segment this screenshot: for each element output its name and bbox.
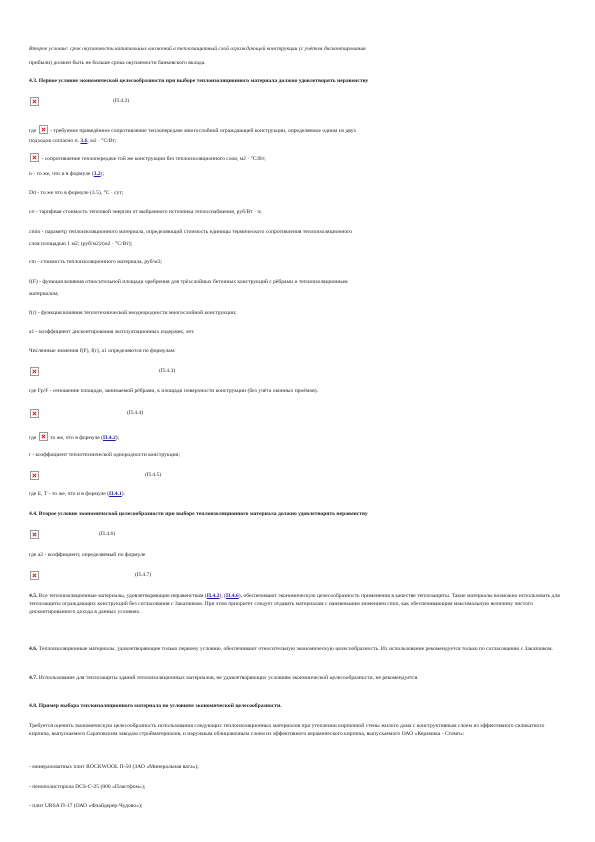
- text-line: [29, 278, 567, 286]
- text-line: [29, 137, 567, 145]
- paragraph-text: Теплоизоляционные материалы, удовлетворяющие только первому условию, обеспечивают относительную экономическую целесообразность. Их использование рекомендуется только по согласованию с Заказчиком.: [38, 646, 553, 652]
- text-line: [29, 490, 567, 498]
- equation-number: (П.4.2): [113, 98, 130, 104]
- formula-image-icon: [39, 432, 48, 441]
- line-text: a1 - коэффициент дисконтирования эксплуатационных издержек, лет.: [29, 329, 195, 335]
- paragraph-4-7: [29, 674, 563, 682]
- paragraph-text: ), (: [219, 593, 226, 599]
- list-item-text: - пенополистирола DCS-С-25 (000 «Пластфом»);: [29, 784, 146, 790]
- line-text: Dd - то же что в формуле (3.5), °С · сут;: [29, 190, 124, 196]
- formula-row: [29, 471, 567, 481]
- section-number: 4.4.: [29, 511, 38, 517]
- paragraph-4-6: [29, 645, 563, 653]
- line-text: f(F) - функция влияния относительной площади оребрения для трёхслойных бетонных конструкций с рёбрами и теплоизоляционным: [29, 279, 348, 285]
- line-text: cσ - тарифная стоимость тепловой энергии от выбранного источника теплоснабжения, руб/Вт · ч;: [29, 209, 262, 215]
- text-line: [29, 240, 567, 248]
- equation-number: (П.4.5): [145, 472, 162, 478]
- list-item-text: - минераловатных плит ROCKWOOL П-50 (ЗАО «Минеральная вата»);: [29, 764, 199, 770]
- ref-link-p-4-6[interactable]: П.4.6: [225, 593, 239, 599]
- equation-number: (П.4.4): [127, 410, 144, 416]
- line-text: - сопротивление теплопередаче той же конструкции без теплоизоляционного слоя, м2 · °С/Вт;: [41, 156, 266, 162]
- paragraph-text: Использование для теплозащиты зданий теплоизоляционных материалов, не удовлетворяющих условиям экономической целесообразности, не рекомендуется.: [38, 675, 419, 681]
- line-text: );: [100, 171, 105, 177]
- section-4-4: [29, 510, 567, 518]
- formula-image-icon: [30, 571, 39, 580]
- formula-image-icon: [30, 153, 39, 162]
- paragraph-text: Пример выбора теплоизоляционного материала по условиям экономической целесообразности.: [38, 703, 282, 709]
- list-item: [29, 783, 567, 791]
- paragraph-4-8: [29, 702, 563, 710]
- section-number: 4.8.: [29, 703, 38, 709]
- paragraph-text: Требуется оценить экономическую целесообразность использования следующих теплоизоляционных материалов при утеплении кирпичной стены жилого дома с конструктивным слоем из эффективного силикатного кирпича, выпускаемого Саратовским заводом стройматериалов, и наружным облицовочным слоем из эффективного керамического кирпича, выпускаемого ОАО «Керамика - Стемп»:: [29, 723, 545, 738]
- section-number: 4.7.: [29, 675, 38, 681]
- text-line: [29, 290, 567, 298]
- ref-link-3-6[interactable]: 3.6: [80, 138, 88, 144]
- line-text: подходов согласно п.: [29, 138, 80, 144]
- text-line: [29, 189, 567, 197]
- text-line: [29, 451, 567, 459]
- formula-row: [29, 409, 567, 419]
- formula-row: [29, 367, 567, 377]
- line-text: где: [29, 128, 37, 134]
- section-number: 4.6.: [29, 646, 38, 652]
- paragraph-text: ), обеспечивают экономическую целесообразность применения в качестве теплозащиты. Такие материалы возможно использовать для теплозащиты ограждающих конструкций без согласования с Заказчиком. При этом приоритет следует отдавать материалам с наименьшим значением cmin, как обеспечивающим максимальную величину чистого дисконтированного дохода в данных условиях.: [29, 593, 560, 616]
- paragraph-text: Все теплоизоляционные материалы, удовлетворяющие неравенствам (: [38, 593, 207, 599]
- list-item: [29, 802, 567, 810]
- line-text: ).: [121, 491, 126, 497]
- ref-link-p-4-2[interactable]: П.4.2: [206, 593, 220, 599]
- equation-number: (П.4.3): [159, 368, 176, 374]
- section-number: 4.3.: [29, 78, 38, 84]
- line-text: где Fp/F - отношение площади, занимаемой рёбрами, к площади поверхности конструкции (без учёта оконных проёмов).: [29, 388, 319, 394]
- section-number: 4.5.: [29, 593, 38, 599]
- ref-link-p-4-1[interactable]: П.4.1: [109, 491, 122, 497]
- text-line: [29, 432, 567, 442]
- text-line: [29, 387, 567, 395]
- line-text: f(r) - функция влияния теплотехнической неоднородности многослойной конструкции;: [29, 310, 237, 316]
- text-line: [29, 153, 567, 163]
- text-line: [29, 125, 567, 135]
- line-text: );: [115, 435, 120, 441]
- line-text: cm - стоимость теплоизоляционного материала, руб/м3;: [29, 259, 163, 265]
- line-text: cmin - параметр теплоизоляционного материала, определяющий стоимость единицы термического сопротивления теплоизоляционного: [29, 229, 353, 235]
- paragraph-example: [29, 722, 563, 738]
- section-4-3: [29, 77, 567, 85]
- formula-image-icon: [39, 125, 48, 134]
- formula-row: [29, 530, 567, 540]
- text-line: [29, 45, 567, 53]
- line-text: где a2 - коэффициент, определяемый по формуле: [29, 552, 146, 558]
- formula-image-icon: [30, 409, 39, 418]
- paragraph-4-5: [29, 592, 563, 617]
- ref-link-p-4-2[interactable]: П.4.2: [103, 435, 116, 441]
- second-condition-text: Второе условие: срок окупаемости капитальных вложений в теплозащитный слой ограждающей конструкции (с учётом дисконтирования: [29, 46, 366, 52]
- line-text: слоя площадью 1 м2; (руб/м2)/(м2 · °С/Вт);: [29, 241, 133, 247]
- line-text: r - коэффициент теплотехнической однородности конструкции;: [29, 452, 181, 458]
- line-text: то же, что в формуле (: [50, 435, 103, 441]
- text-line: [29, 258, 567, 266]
- text-line: [29, 328, 567, 336]
- equation-number: (П.4.7): [135, 572, 152, 578]
- line-text: где E, T - то же, что и в формуле (: [29, 491, 110, 497]
- text-line: [29, 551, 567, 559]
- line-text: прибыли) должен быть не больше срока окупаемости банковского вклада.: [29, 60, 206, 66]
- list-item-text: - плит URSA П-17 (ОАО «Флайдерер-Чудово»);: [29, 803, 143, 809]
- line-text: где: [29, 435, 37, 441]
- list-item: [29, 763, 567, 771]
- formula-row: [29, 97, 567, 107]
- formula-image-icon: [30, 367, 39, 376]
- formula-image-icon: [30, 530, 39, 539]
- formula-image-icon: [30, 471, 39, 480]
- text-line: [29, 208, 567, 216]
- line-text: , м2 · °С/Вт;: [87, 138, 117, 144]
- text-line: [29, 347, 567, 355]
- formula-image-icon: [30, 97, 39, 106]
- line-text: - требуемое приведённое сопротивление теплопередаче многослойной ограждающей конструкции, определяемое одним из двух: [50, 128, 357, 134]
- line-text: Первое условие экономической целесообразности при выборе теплоизоляционного материала должно удовлетворять неравенству: [38, 78, 369, 84]
- text-line: [29, 170, 567, 178]
- ref-link-3-2[interactable]: 3.2: [93, 171, 101, 177]
- line-text: материалом;: [29, 291, 59, 297]
- text-line: [29, 309, 567, 317]
- equation-number: (П.4.6): [99, 531, 116, 537]
- formula-row: [29, 571, 567, 581]
- text-line: [29, 59, 567, 67]
- line-text: n - то же, что и в формуле (: [29, 171, 94, 177]
- text-line: [29, 228, 567, 236]
- line-text: Второе условие экономической целесообразности при выборе теплоизоляционного материала должно удовлетворять неравенству: [38, 511, 368, 517]
- line-text: Численные значения f(F), f(r), a1 определяются по формулам:: [29, 348, 176, 354]
